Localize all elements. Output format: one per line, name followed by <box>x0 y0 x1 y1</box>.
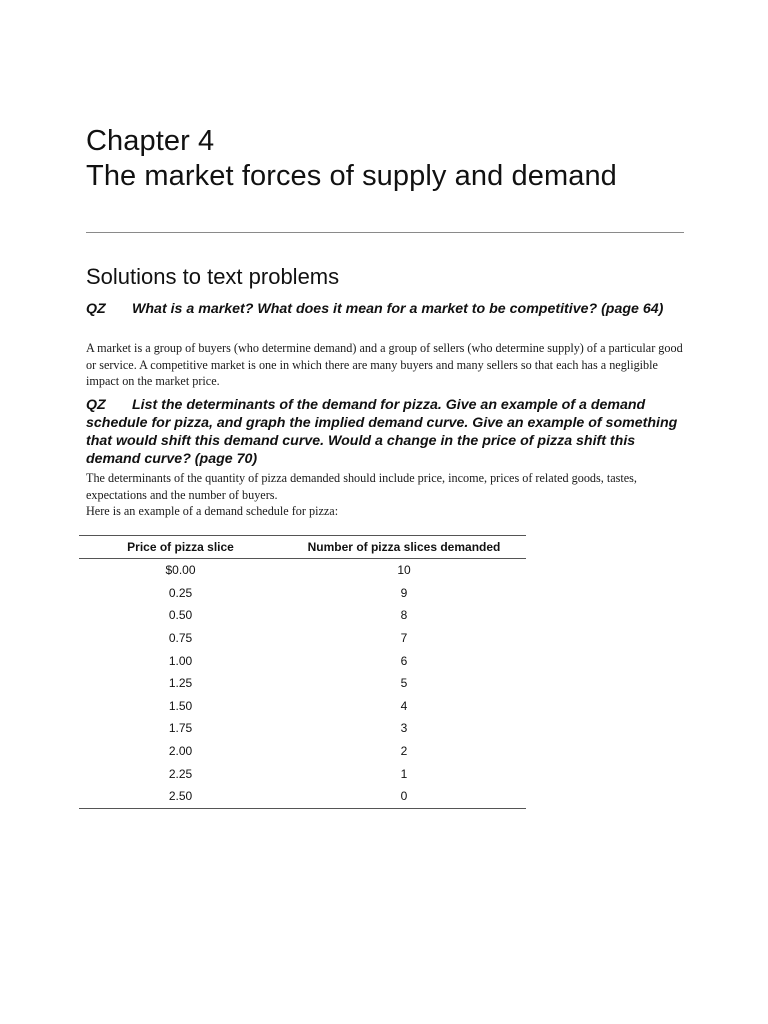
table-row <box>79 649 526 672</box>
price-cell: 0.50 <box>168 608 193 623</box>
table-row <box>79 627 526 650</box>
question-1-tag: QZ <box>86 301 106 317</box>
quantity-cell: 2 <box>400 744 408 759</box>
quantity-cell: 7 <box>400 631 408 646</box>
quantity-cell: 8 <box>400 608 408 623</box>
quantity-cell: 5 <box>400 676 408 691</box>
table-header-row <box>79 536 526 559</box>
quantity-cell: 10 <box>397 563 411 578</box>
price-cell: 0.25 <box>168 585 193 600</box>
question-2-tag: QZ <box>86 397 106 413</box>
header-quantity: Number of pizza slices demanded <box>282 536 526 559</box>
section-heading: Solutions to text problems <box>86 264 340 289</box>
quantity-cell: 0 <box>282 785 526 808</box>
price-cell: 2.50 <box>79 785 282 808</box>
price-cell: 0.75 <box>168 631 193 646</box>
table-row <box>79 762 526 785</box>
quantity-cell: 1 <box>400 766 408 781</box>
header-price: Price of pizza slice <box>79 536 282 559</box>
answer-1: A market is a group of buyers (who determine demand) and a group of sellers (who determine supply) of a particular good or service. A competitive market is one in which there are many buyers and many sellers so that each has a negligible impact on the market price. <box>86 341 683 388</box>
price-cell: 1.50 <box>168 698 193 713</box>
price-cell: 1.25 <box>168 676 193 691</box>
question-2 <box>86 396 686 468</box>
quantity-cell: 3 <box>400 721 408 736</box>
table-row <box>79 740 526 763</box>
price-cell: 2.00 <box>168 744 193 759</box>
chapter-name: The market forces of supply and demand <box>86 160 617 192</box>
price-cell: 2.25 <box>168 766 193 781</box>
table-row <box>79 559 526 582</box>
question-1-text: What is a market? What does it mean for a market to be competitive? (page 64) <box>132 301 664 317</box>
chapter-divider <box>86 232 684 233</box>
demand-schedule-table <box>79 535 526 809</box>
table-row <box>79 695 526 718</box>
price-cell: 1.00 <box>168 653 193 668</box>
table-row <box>79 672 526 695</box>
chapter-title <box>86 124 684 194</box>
answer-2-followup: Here is an example of a demand schedule for pizza: <box>86 504 339 518</box>
question-2-text: List the determinants of the demand for pizza. Give an example of a demand schedule for pizza, and graph the implied demand curve. Give an example of something that would shift this demand curve. Would a change in the price of pizza shift this demand curve? (page 70) <box>86 397 678 467</box>
table-row <box>79 604 526 627</box>
table-row <box>79 717 526 740</box>
question-1 <box>86 300 686 318</box>
table-row <box>79 582 526 605</box>
quantity-cell: 4 <box>400 698 408 713</box>
price-cell: 1.75 <box>168 721 193 736</box>
chapter-number: Chapter 4 <box>86 125 215 157</box>
quantity-cell: 6 <box>400 653 408 668</box>
price-cell: $0.00 <box>165 563 196 578</box>
table-row <box>79 785 526 808</box>
quantity-cell: 9 <box>400 585 408 600</box>
answer-2: The determinants of the quantity of pizza demanded should include price, income, prices of related goods, tastes, expectations and the number of buyers. <box>86 471 637 502</box>
